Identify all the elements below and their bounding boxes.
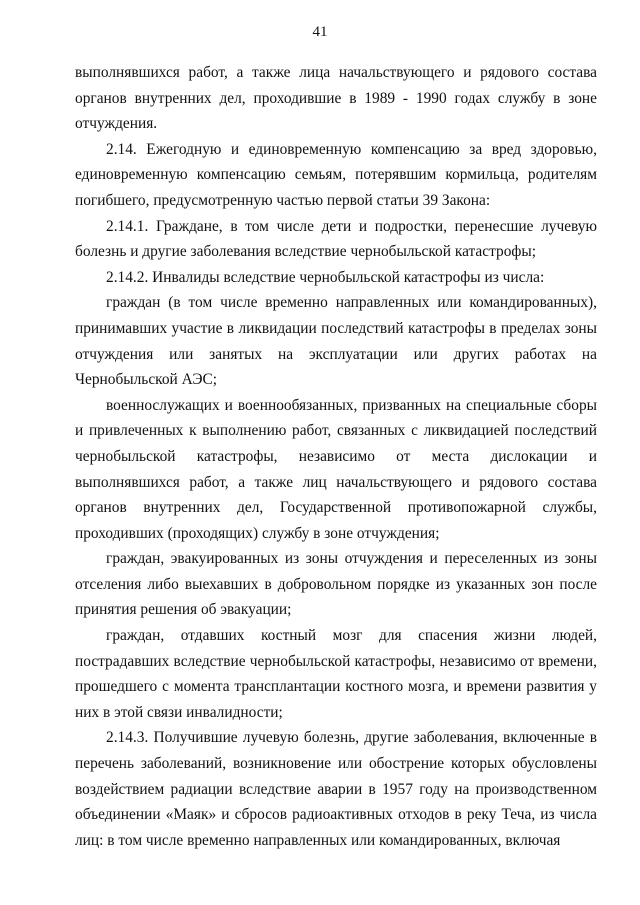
paragraph-evacuated-citizens: граждан, эвакуированных из зоны отчуждения и переселенных из зоны отселения либо выехавших в добровольном порядке из указанных зон после принятия решения об эвакуации;: [75, 550, 597, 619]
paragraph-continuation: выполнявшихся работ, а также лица начальствующего и рядового состава органов внутренних дел, проходившие в 1989 - 1990 годах службу в зоне отчуждения.: [75, 64, 597, 133]
paragraph-military-personnel: военнослужащих и военнообязанных, призванных на специальные сборы и привлеченных к выполнению работ, связанных с ликвидацией последствий чернобыльской катастрофы, независимо от места дислокации и выполнявшихся работ, а также лиц начальствующего и рядового состава органов внутренних дел, Государственной противопожарной службы, проходивших (проходящих) службу в зоне отчуждения;: [75, 396, 597, 542]
paragraph-2-14-1: 2.14.1. Граждане, в том числе дети и подростки, перенесшие лучевую болезнь и другие заболевания вследствие чернобыльской катастрофы;: [75, 217, 597, 261]
paragraph-citizens-liquidation: граждан (в том числе временно направленных или командированных), принимавших участие в ликвидации последствий катастрофы в пределах зоны отчуждения или занятых на эксплуатации или других работах на Чернобыльской АЭС;: [75, 294, 597, 389]
paragraph-2-14-3: 2.14.3. Получившие лучевую болезнь, другие заболевания, включенные в перечень заболеваний, возникновение или обострение которых обусловлены воздействием радиации вследствие аварии в 1957 году на производственном объединении «Маяк» и сбросов радиоактивных отходов в реку Теча, из числа лиц: в том числе временно направленных или командированных, включая: [75, 729, 597, 849]
paragraph-2-14-2: 2.14.2. Инвалиды вследствие чернобыльской катастрофы из числа:: [106, 268, 545, 286]
paragraph-2-14: 2.14. Ежегодную и единовременную компенсацию за вред здоровью, единовременную компенсацию семьям, потерявшим кормильца, родителям погибшего, предусмотренную частью первой статьи 39 Закона:: [75, 140, 597, 209]
paragraph-bone-marrow-donors: граждан, отдавших костный мозг для спасения жизни людей, пострадавших вследствие чернобыльской катастрофы, независимо от времени, прошедшего с момента трансплантации костного мозга, и времени развития у них в этой связи инвалидности;: [75, 627, 597, 721]
page-number: 41: [312, 24, 328, 40]
document-body: [75, 60, 597, 853]
